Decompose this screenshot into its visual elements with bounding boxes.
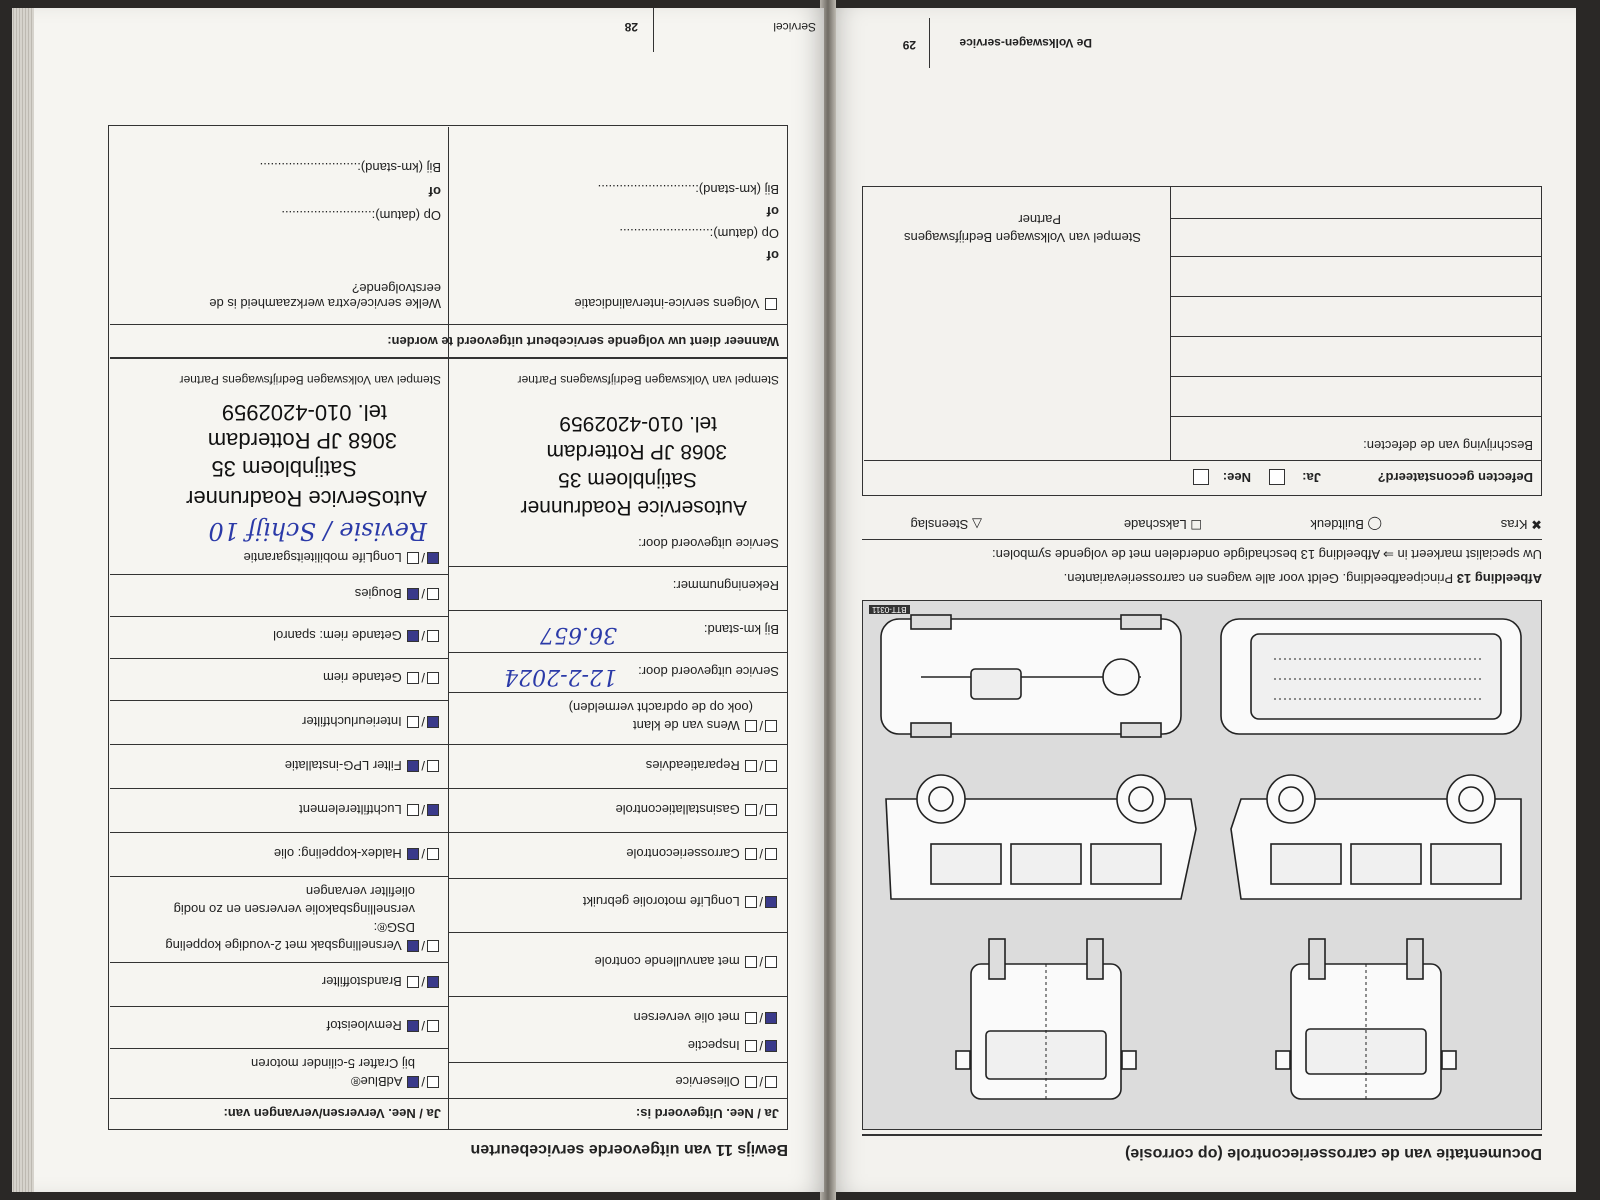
- defects-box: [862, 186, 1542, 496]
- next-left-date: Op (datum):.........................: [619, 226, 779, 241]
- row-haldex: / Haldex-koppeling: olie: [274, 846, 441, 861]
- stamp-right-line4: tel. 010-4202959: [221, 400, 387, 425]
- row-olieservice: / Olieservice: [675, 1074, 779, 1089]
- next-left-of-2: of: [766, 204, 779, 219]
- van-underbody-view: [881, 615, 1181, 737]
- defects-rule: [864, 460, 1541, 461]
- defects-line-3: [1171, 336, 1541, 337]
- left-rule-8: [449, 692, 787, 693]
- van-front-view: [1276, 939, 1456, 1099]
- defects-line-2: [1171, 376, 1541, 377]
- row-interieurluchtfilter: / Interieurluchtfilter: [302, 714, 441, 729]
- row-dsg-4: oliefilter vervangen: [305, 884, 415, 899]
- defects-yes-checkbox[interactable]: [1269, 469, 1285, 485]
- next-left-of-1: of: [766, 248, 779, 263]
- service-record-table: [108, 125, 788, 1130]
- row-adblue: / AdBlue®: [351, 1074, 441, 1089]
- vehicle-diagram: [862, 600, 1542, 1130]
- defects-line-4: [1171, 296, 1541, 297]
- row-crafter: bij Crafter 5-cilinder motoren: [250, 1056, 415, 1071]
- right-page-title: Bewijs 11 van uitgevoerde servicebeurten: [470, 1141, 788, 1158]
- row-brandstoffilter: / Brandstoffilter: [322, 974, 441, 989]
- row-getande-riem: / Getande riem: [323, 670, 441, 685]
- left-footer-title: De Volkswagen-service: [959, 36, 1092, 50]
- right-rule-3: [110, 962, 449, 963]
- symbol-builtdeuk: ◯ Builtdeuk: [1310, 517, 1382, 532]
- page-28: [34, 8, 824, 1192]
- right-rule-5: [110, 832, 449, 833]
- handwritten-km: 36.657: [540, 622, 617, 647]
- stamp-right-line3: 3068 JP Rotterdam: [207, 428, 397, 453]
- van-side-view-left: [1231, 775, 1521, 899]
- right-rule-2: [110, 1006, 449, 1007]
- right-rule-1: [110, 1048, 449, 1049]
- van-top-view: [1221, 619, 1521, 734]
- stamp-left-line3: 3068 JP Rotterdam: [546, 440, 727, 463]
- column-divider: [448, 127, 449, 1129]
- defects-line-5: [1171, 256, 1541, 257]
- right-rule-11: [110, 574, 449, 575]
- title-rule: [862, 1134, 1542, 1136]
- symbol-steenslag: △ Steenslag: [910, 517, 982, 532]
- left-rule-7: [449, 744, 787, 745]
- row-bougies: / Bougies: [355, 586, 441, 601]
- stamp-label-right: Stempel van Volkswagen Bedrijfswagens Partner: [179, 373, 441, 387]
- right-rule-6: [110, 788, 449, 789]
- right-footer-divider: [653, 8, 654, 52]
- left-page-title: Documentatie van de carrosseriecontrole (op corrosie): [1124, 1145, 1542, 1162]
- row-carrosseriecontrole: / Carrosseriecontrole: [626, 846, 779, 861]
- van-rear-view: [956, 939, 1136, 1099]
- right-page-number: 28: [624, 20, 638, 34]
- page-edges: [12, 8, 34, 1192]
- stamp-left-line1: Autoservice Roadrunner: [520, 496, 747, 519]
- symbol-lakschade: ☐ Lakschade: [1123, 517, 1202, 532]
- symbol-kras: ✖ Kras: [1500, 517, 1542, 532]
- left-rule-5: [449, 832, 787, 833]
- van-drawings: [864, 602, 1541, 1129]
- left-rule-6: [449, 788, 787, 789]
- van-side-view-right: [886, 775, 1196, 899]
- figure-id: BTT-0311: [869, 605, 910, 614]
- next-service-header: Wanneer dient uw volgende servicebeurt uitgevoerd te worden:: [387, 334, 779, 349]
- stamp-left-line4: tel. 010-4202959: [559, 412, 717, 435]
- left-rule-3: [449, 932, 787, 933]
- defects-line-6: [1171, 218, 1541, 219]
- handwritten-invoice: Revisie / Schijf 10: [208, 517, 427, 545]
- next-right-date: Op (datum):.........................: [281, 208, 441, 223]
- row-longlife-motorolie: / LongLife motorolie gebruikt: [583, 894, 779, 909]
- defects-question: Defecten geconstateerd?: [1377, 470, 1533, 485]
- figure-caption: [1064, 571, 1542, 586]
- left-rule-2: [449, 996, 787, 997]
- row-spanrol: / Getande riem: spanrol: [273, 628, 441, 643]
- km-stand-label: Bij km-stand:: [703, 622, 779, 637]
- service-by-label-2: Service uitgevoerd door:: [638, 536, 779, 551]
- defects-yes-label: Ja:: [1302, 470, 1321, 485]
- left-rule-4: [449, 878, 787, 879]
- right-footer-title: Servicel: [773, 20, 816, 34]
- right-rule-4: [110, 876, 449, 877]
- page-29: [832, 8, 1576, 1192]
- left-column-header: Ja / Nee. Uitgevoerd is:: [635, 1106, 779, 1121]
- defects-divider: [1170, 187, 1171, 461]
- right-rule-9: [110, 658, 449, 659]
- next-service-rule: [110, 324, 787, 325]
- stamp-right-line2: Satijnbloem 35: [211, 456, 357, 481]
- next-service-question: Welke service/extra werkzaamheid is de eerstvolgende?: [209, 281, 441, 311]
- row-filter-lpg: / Filter LPG-installatie: [285, 758, 441, 773]
- handwritten-date: 12-2-2024: [504, 664, 617, 689]
- invoice-label: Rekeningnummer:: [672, 578, 779, 593]
- marking-instruction: Uw specialist markeert in ⇒ Afbeelding 13 beschadigde onderdelen met de volgende symbolen:: [992, 547, 1542, 562]
- left-page-number: 29: [902, 38, 916, 52]
- stamp-right-line1: AutoService Roadrunner: [186, 486, 427, 511]
- defects-line-1: [1171, 416, 1541, 417]
- stamp-left-line2: Satijnbloem 35: [558, 468, 697, 491]
- defects-no-checkbox[interactable]: [1193, 469, 1209, 485]
- footer-divider: [929, 18, 930, 68]
- next-right-of: of: [428, 184, 441, 199]
- row-wens-klant: / Wens van de klant: [633, 718, 779, 733]
- right-rule-7: [110, 744, 449, 745]
- row-gasinstallatiecontrole: / Gasinstallatiecontrole: [615, 802, 779, 817]
- stamp-label-left: Stempel van Volkswagen Bedrijfswagens Partner: [517, 373, 779, 387]
- left-stamp-label-line2: Partner: [1018, 212, 1061, 227]
- next-service-rule-top: [110, 357, 787, 359]
- left-rule-11: [449, 566, 787, 567]
- row-dsg-1: / Versnellingsbak met 2-voudige koppeling: [165, 938, 441, 953]
- figure-caption-text: Principeafbeelding. Geldt voor alle wagens en carrosserievarianten.: [1063, 571, 1454, 586]
- row-wens-klant-note: (ook op de opdracht vermelden): [568, 700, 753, 715]
- next-interval-option: Volgens service-intervalindicatie: [574, 296, 779, 311]
- instruction-rule: [862, 539, 1542, 540]
- next-left-km: Bij (km-stand):...........................: [597, 182, 779, 197]
- row-mobiliteitsgarantie: / LongLife mobiliteitsgarantie: [243, 550, 441, 565]
- right-rule-10: [110, 616, 449, 617]
- row-dsg-3: versnellingsbakolie verversen en zo nodig: [173, 902, 415, 917]
- right-rule-8: [110, 700, 449, 701]
- row-olie-verversen: / met olie verversen: [634, 1010, 779, 1025]
- left-stamp-label-line1: Stempel van Volkswagen Bedrijfswagens: [903, 230, 1141, 245]
- row-aanvullende-controle: / met aanvullende controle: [594, 954, 779, 969]
- service-by-label-1: Service uitgevoerd door:: [638, 664, 779, 679]
- row-inspectie: / Inspectie: [688, 1038, 779, 1053]
- row-remvloeistof: / Remvloeistof: [327, 1018, 441, 1033]
- right-column-header: Ja / Nee. Verversen/vervangen van:: [223, 1106, 441, 1121]
- figure-caption-label: Afbeelding 13: [1456, 571, 1542, 586]
- left-rule-10: [449, 610, 787, 611]
- defects-description-label: Beschrijving van de defecten:: [1363, 438, 1533, 453]
- defects-no-label: Nee:: [1222, 470, 1251, 485]
- damage-symbol-legend: [862, 510, 1542, 532]
- left-rule-1: [449, 1062, 787, 1063]
- row-dsg-2: DSG®:: [373, 920, 415, 935]
- left-rule-9: [449, 652, 787, 653]
- row-luchtfilter: / Luchtfilterelement: [299, 802, 441, 817]
- row-reparatieadvies: / Reparatieadvies: [646, 758, 779, 773]
- next-right-km: Bij (km-stand):...........................: [259, 160, 441, 175]
